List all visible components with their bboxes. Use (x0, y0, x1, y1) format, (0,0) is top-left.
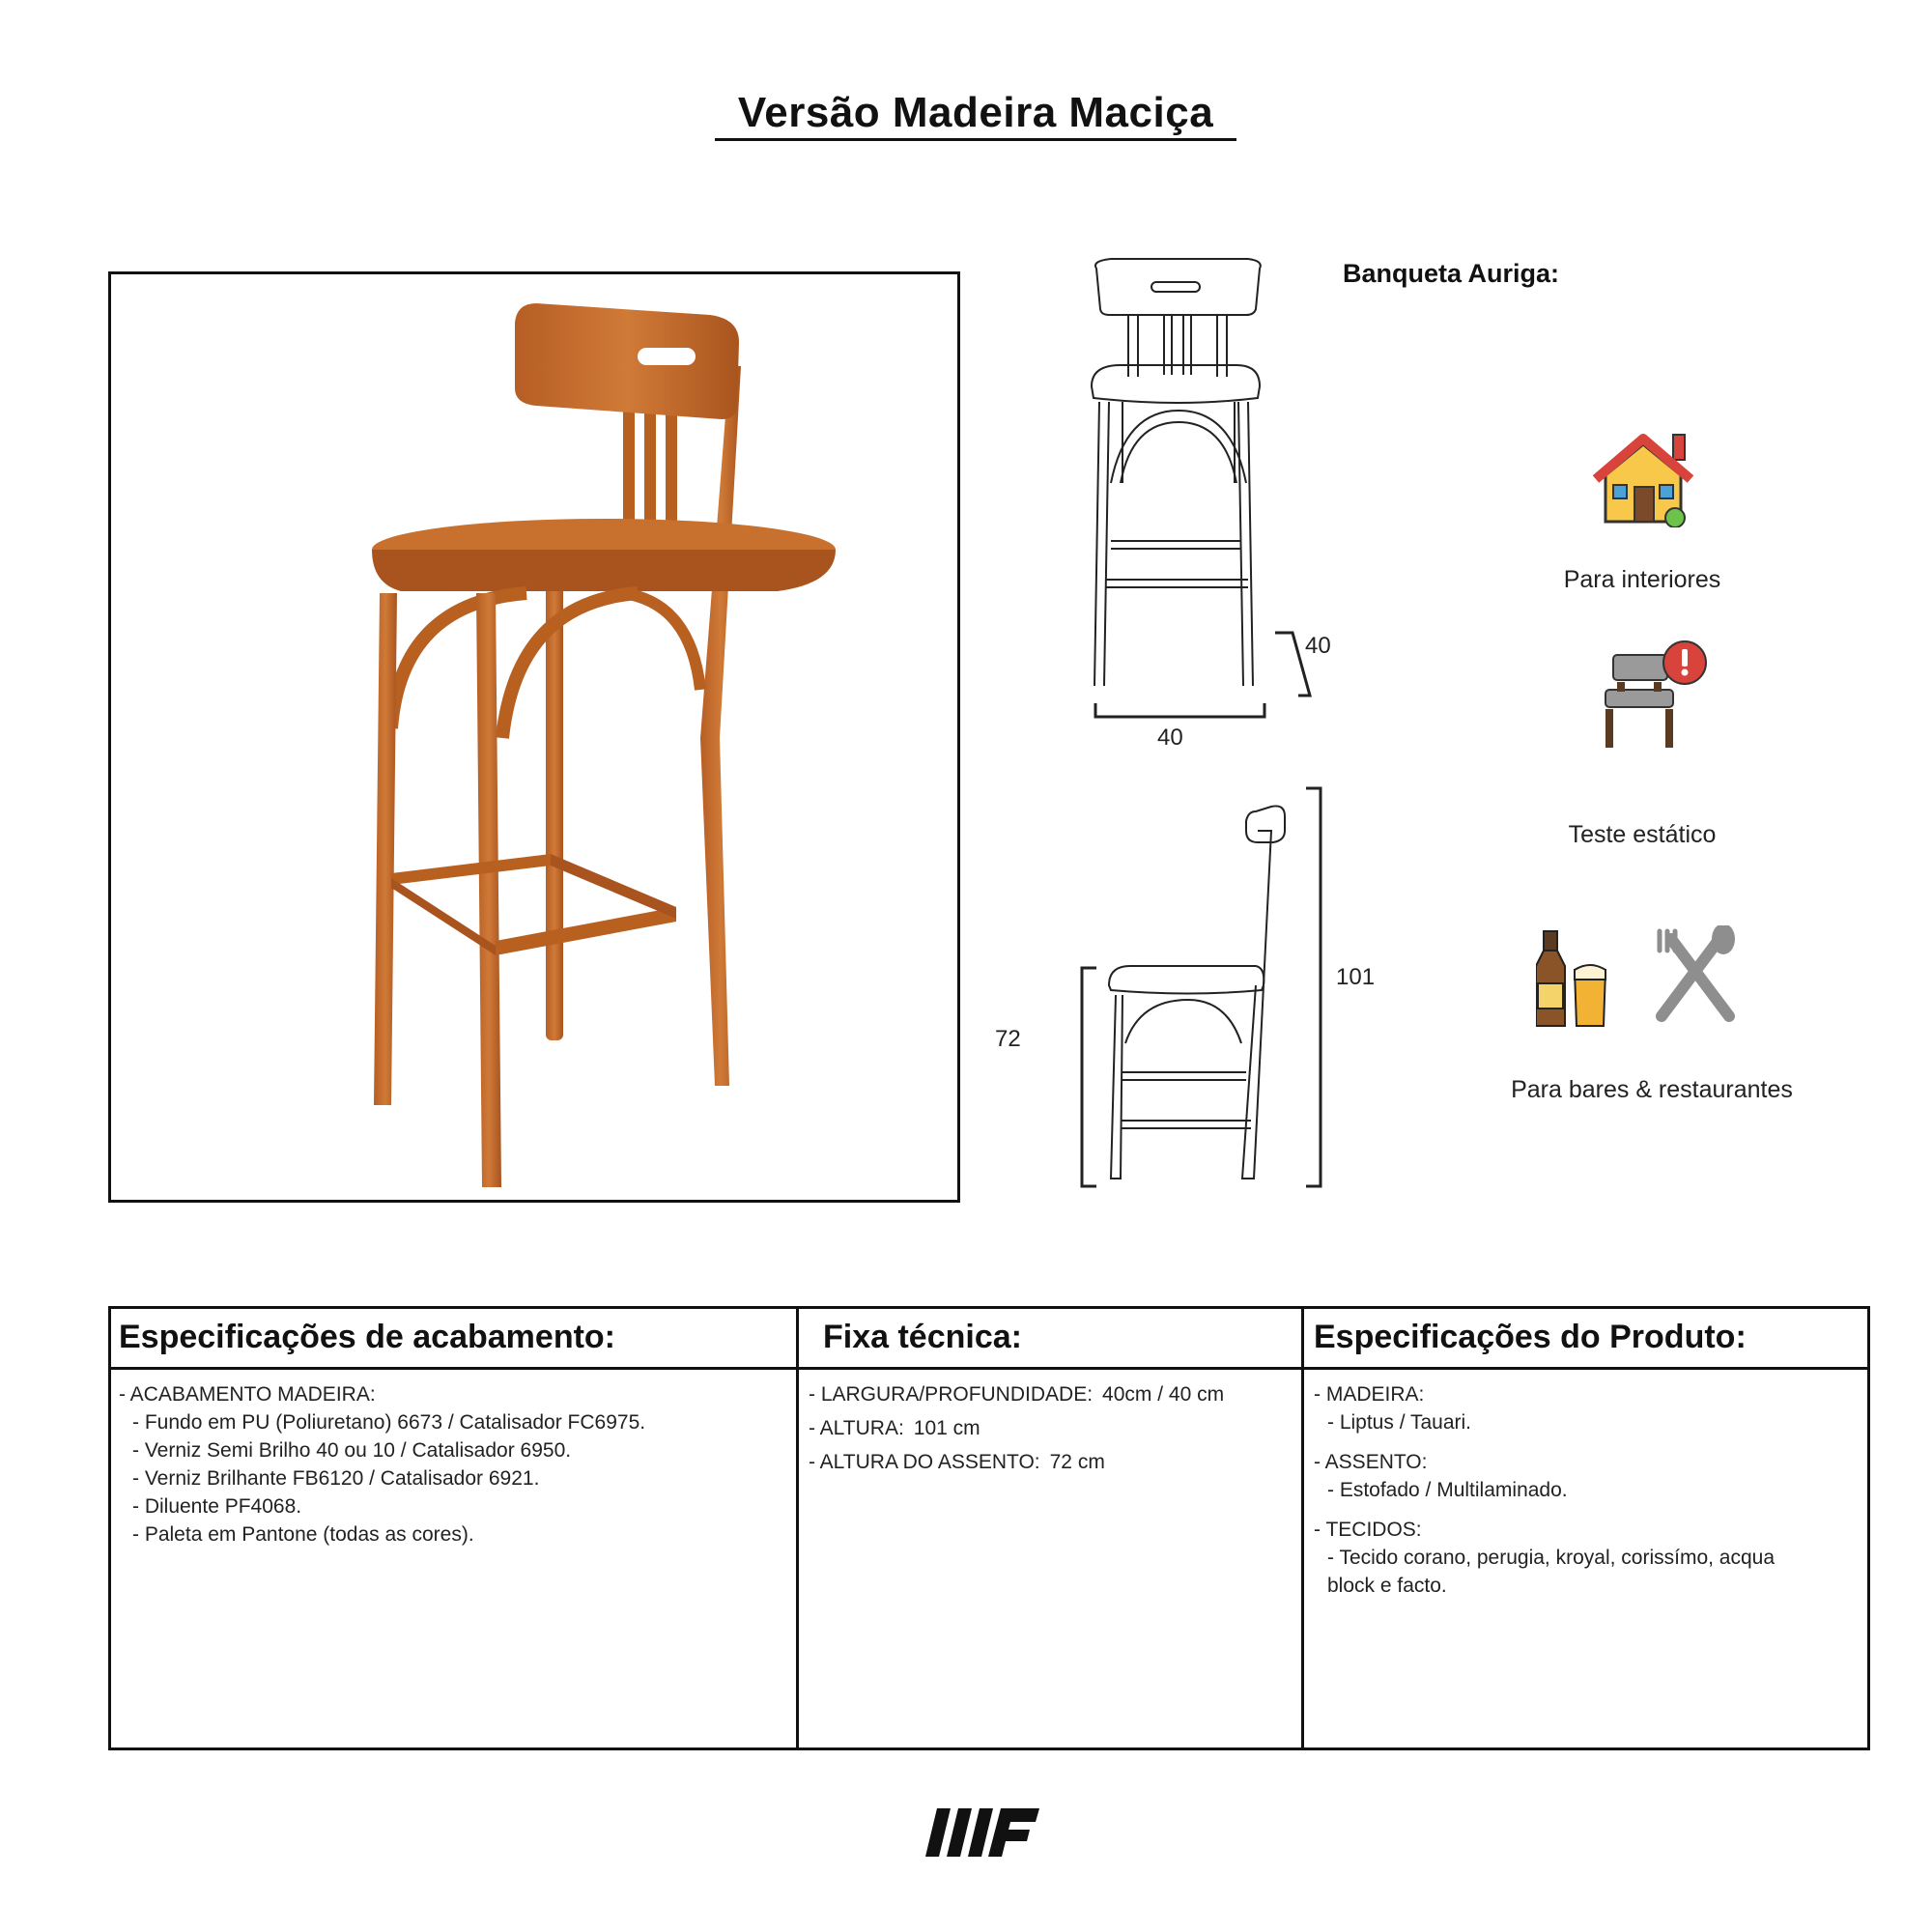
finish-specs-body (119, 1380, 785, 1548)
spec-value: 40cm / 40 cm (1102, 1383, 1225, 1406)
feature-label-static-test: Teste estático (1568, 821, 1717, 848)
spec-row (809, 1414, 1292, 1442)
spec-group (1314, 1516, 1855, 1600)
spec-group-label: - TECIDOS: (1314, 1519, 1422, 1541)
total-height-dimension-label: 101 (1336, 964, 1376, 990)
side-view-drawing (1109, 806, 1285, 1179)
spec-group-label: - ASSENTO: (1314, 1451, 1428, 1473)
spec-row (809, 1448, 1292, 1476)
feature-label-interiors: Para interiores (1563, 566, 1721, 593)
product-specs-title: Especificações do Produto: (1314, 1319, 1747, 1355)
finish-specs-heading: - ACABAMENTO MADEIRA: (119, 1383, 376, 1406)
column-divider (796, 1309, 799, 1747)
chair-warning-icon (1600, 638, 1716, 753)
table-header-divider (111, 1367, 1867, 1370)
spec-label: - ALTURA DO ASSENTO: (809, 1451, 1040, 1473)
house-icon (1592, 425, 1694, 527)
spec-group (1314, 1380, 1855, 1436)
product-photo-frame (108, 271, 960, 1203)
width-dimension-label: 40 (1157, 724, 1183, 751)
spec-group (1314, 1448, 1855, 1504)
column-divider (1301, 1309, 1304, 1747)
wooden-bar-stool-image (111, 274, 957, 1200)
finish-specs-title: Especificações de acabamento: (119, 1319, 616, 1355)
product-name: Banqueta Auriga: (1343, 259, 1560, 288)
spec-group-label: - MADEIRA: (1314, 1383, 1425, 1406)
spec-row (809, 1380, 1292, 1408)
list-item: - Estofado / Multilaminado. (1327, 1479, 1568, 1501)
front-view-drawing (1092, 259, 1261, 686)
specifications-table (108, 1306, 1870, 1750)
brand-logo (925, 1808, 1041, 1859)
spec-value: 72 cm (1049, 1451, 1105, 1473)
spec-label: - LARGURA/PROFUNDIDADE: (809, 1383, 1094, 1406)
beer-and-cutlery-icon (1536, 925, 1768, 1030)
page-title: Versão Madeira Maciça (737, 89, 1214, 136)
list-item: - Fundo em PU (Poliuretano) 6673 / Catalisador FC6975. (132, 1411, 646, 1434)
feature-label-bars-restaurants: Para bares & restaurantes (1511, 1076, 1793, 1103)
list-item: - Verniz Semi Brilho 40 ou 10 / Catalisador 6950. (132, 1439, 572, 1462)
list-item: - Diluente PF4068. (132, 1495, 302, 1518)
depth-dimension-label: 40 (1305, 633, 1331, 659)
list-item: - Verniz Brilhante FB6120 / Catalisador 6921. (132, 1467, 540, 1490)
list-item: block e facto. (1327, 1575, 1447, 1597)
spec-value: 101 cm (913, 1417, 980, 1439)
list-item: - Paleta em Pantone (todas as cores). (132, 1523, 474, 1546)
spec-label: - ALTURA: (809, 1417, 904, 1439)
list-item: - Liptus / Tauari. (1327, 1411, 1472, 1434)
title-underline (715, 138, 1236, 141)
product-specs-body (1314, 1380, 1855, 1611)
technical-sheet-body (809, 1380, 1292, 1482)
seat-height-dimension-label: 72 (995, 1026, 1021, 1052)
list-item: - Tecido corano, perugia, kroyal, corissímo, acqua (1327, 1547, 1776, 1569)
technical-sheet-title: Fixa técnica: (823, 1319, 1022, 1355)
